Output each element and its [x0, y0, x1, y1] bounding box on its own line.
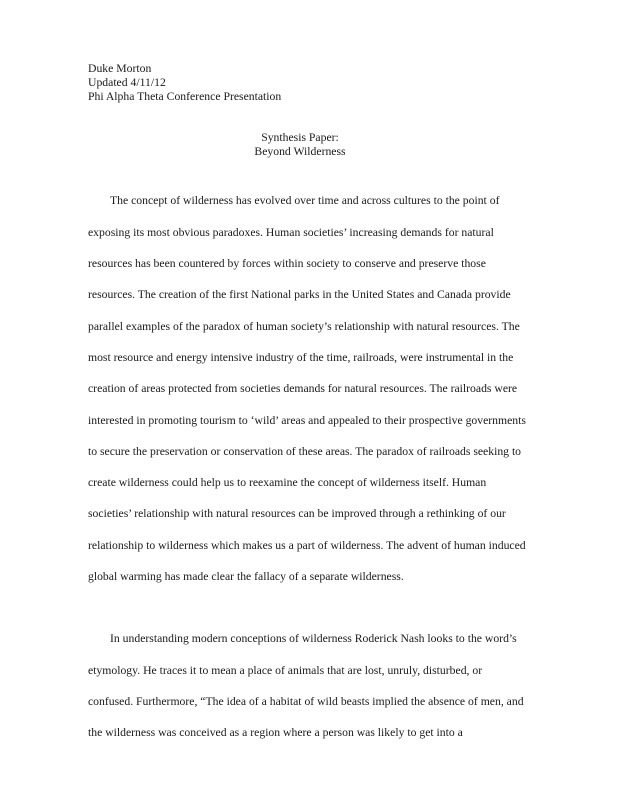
- paragraph: In understanding modern conceptions of wilderness Roderick Nash looks to the word’s etymology. He traces it to mean a place of animals that are lost, unruly, disturbed, or confused. Furthermore, “The idea of a habitat of wild beasts implied the absence of men, and the wilderness was conceived as a region where a person was likely to get into a: [88, 632, 524, 740]
- paper-title: [88, 131, 528, 160]
- author-header-block: [88, 62, 528, 105]
- author-name: Duke Morton: [88, 62, 152, 75]
- document-body: [88, 185, 530, 748]
- updated-date: Updated 4/11/12: [88, 76, 166, 90]
- title-main: Synthesis Paper:: [261, 130, 339, 144]
- conference-line: Phi Alpha Theta Conference Presentation: [88, 90, 282, 104]
- paragraph: The concept of wilderness has evolved over time and across cultures to the point of exposing its most obvious paradoxes. Human societies’ increasing demands for natural resources has been countered by forces within society to conserve and preserve those resources. The creation of the first National parks in the United States and Canada provide parallel examples of the paradox of human society’s relationship with natural resources. The most resource and energy intensive industry of the time, railroads, were instrumental in the creation of areas protected from societies demands for natural resources. The railroads were interested in promoting tourism to ‘wild’ areas and appealed to their prospective governments to secure the preservation or conservation of these areas. The paradox of railroads seeking to create wilderness could help us to reexamine the concept of wilderness itself. Human societies’ relationship with natural resources can be improved through a rethinking of our relationship to wilderness which makes us a part of wilderness. The advent of human induced global warming has made clear the fallacy of a separate wilderness.: [88, 194, 526, 583]
- title-subtitle: Beyond Wilderness: [254, 145, 346, 159]
